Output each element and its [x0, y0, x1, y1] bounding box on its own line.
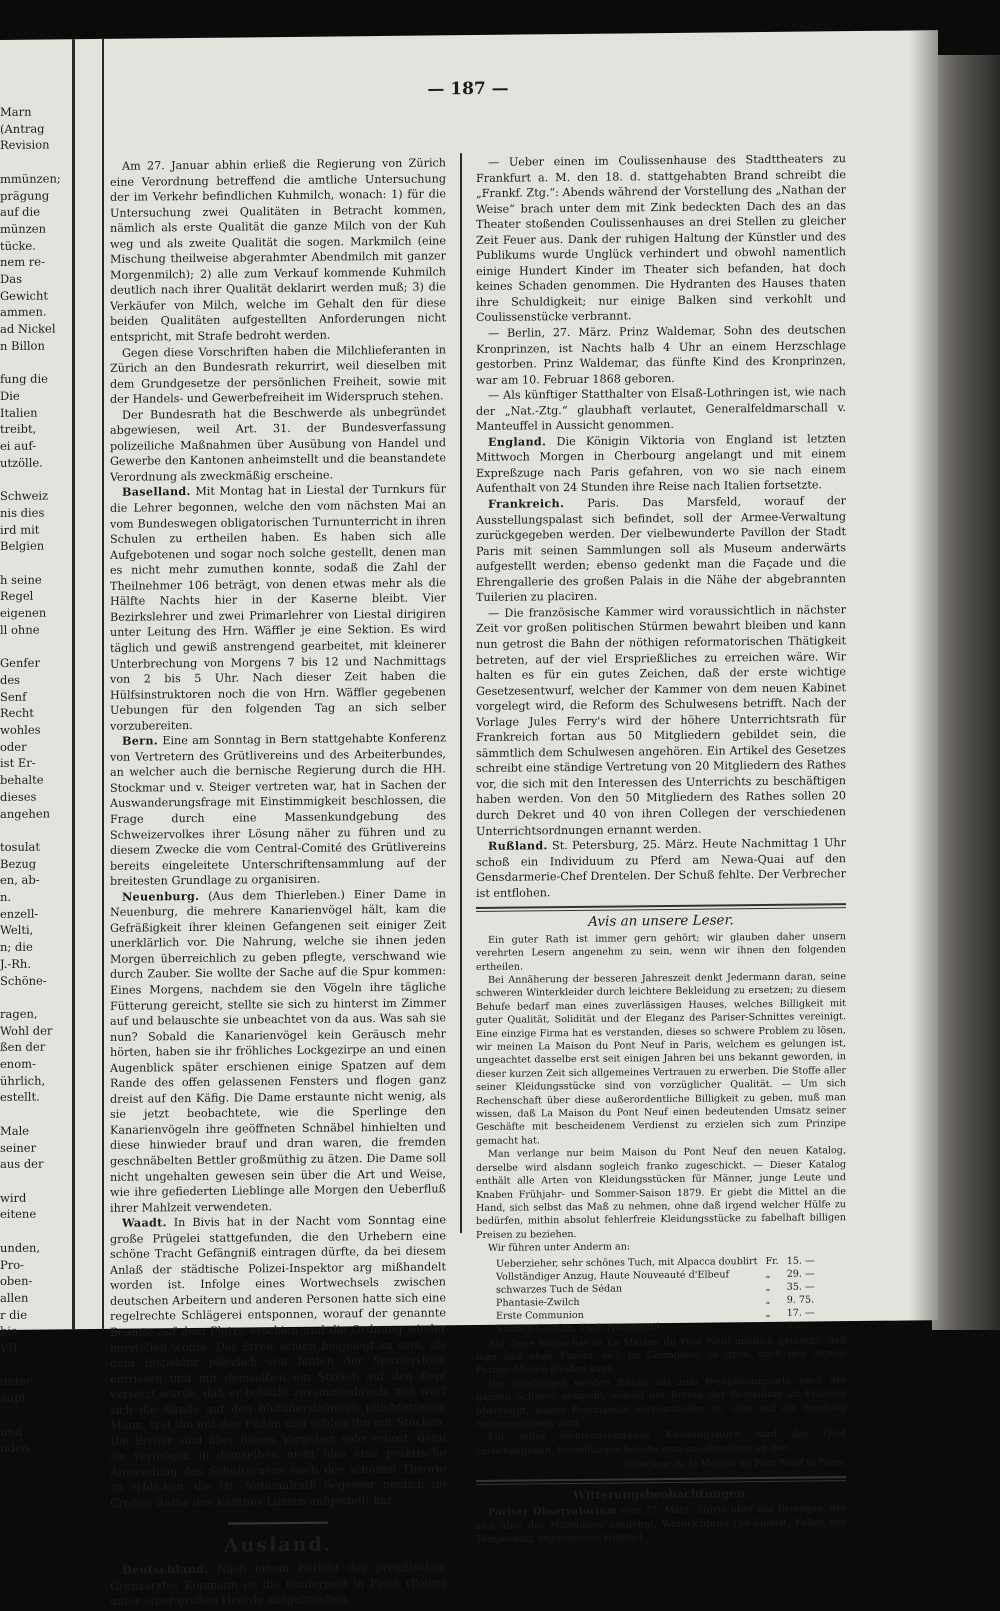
column-divider	[460, 153, 462, 1233]
left-fragment-line: Revision	[0, 137, 50, 153]
price-price: 17. —	[786, 1307, 815, 1319]
left-fragment-line	[0, 1406, 62, 1423]
price-price: 29. —	[786, 1268, 815, 1280]
left-fragment-line: Welti,	[0, 923, 34, 938]
left-fragment-line: en, ab-	[0, 872, 40, 888]
weather-source: Pariser Observatorium	[488, 1505, 618, 1519]
left-fragment-line	[0, 638, 62, 655]
article-frankreich	[476, 493, 846, 606]
left-fragment-line: utzölle.	[0, 455, 43, 470]
advert-signature: Directeur de la Maison du Pont Neuf in Paris.	[624, 1457, 846, 1471]
left-fragment-line: tücke.	[0, 238, 36, 253]
left-fragment-line: treibt,	[0, 421, 37, 437]
price-price: 35. —	[786, 1281, 815, 1293]
left-fragment-line: VII.	[0, 1340, 22, 1356]
advert-title: Avis an unsere Leser.	[588, 912, 734, 931]
price-item: Erste Communion	[496, 1309, 584, 1322]
article-frankfurt: — Ueber einen im Coulissenhause des Stadttheaters zu Frankfurt a. M. den 18. d. stattgehabten Brand schreibt die „Frankf. Ztg.“: Abends während der Vorstellung des „Nathan der Weise“ brach unter dem mit Zink bedeckten Dach des an das Theater stoßenden Coulissenhauses an drei Stellen zu gleicher Zeit Feuer aus. Dank der ruhigen Haltung der Künstler und des Publikums wurde Unglück verhindert und obwohl namentlich einige Hundert Kinder im Theater sich befanden, hat doch keines Schaden genommen. Die Hydranten des Hauses thaten ihre Schuldigkeit; nur einige Balken sind verkohlt und Coulissenstücke verbrannt.	[476, 152, 846, 325]
article-bern	[110, 731, 446, 890]
baselland-heading: Baselland.	[122, 484, 191, 500]
left-fragment-line	[0, 1356, 62, 1373]
weather-report	[476, 1502, 846, 1546]
advert-price-intro: Wir führen unter Anderm an:	[488, 1241, 631, 1255]
waadt-text: In Bivis hat in der Nacht vom Sonntag eine große Prügelei stattgefunden, die den Urhebern eine schöne Tracht Gefängniß eintragen dürfte, da bei diesem Anlaß der städtische Polizei-Inspektor arg mißhandelt worden ist. Infolge eines Wortwechsels zwischen deutschen Arbeitern und anderen Personen hatte sich eine regelrechte Schlägerei entsponnen, worauf der genannte Beamte auf dem Platze erschien und die Ordnung wieder herstellen wollte. Der Streit schien beigelegt zu sein, als dem Inspektor plötzlich von hinten der Spazierstock entrissen und mit demselben ein Streich auf den Kopf versetzt wurde, daß er betäubt zusammenbrach; nun warf sich die Bande auf den blutüberströmten pflichtetreuen Mann, trat ihn mit den Füßen und schlug ihn mit Stöcken. Die Bivifer sind über dieses Vergehen sehr erbost, denn sie vermögen in demselben nicht blos eine praktische Anwendung des Schulturnens nach der schönen Theorie zu erblicken, die Hr. Nationalrath Segesser neulich im Großen Rathe des Kantons Luzern aufgestellt hat.	[110, 1213, 446, 1510]
left-fragment-line: fung die	[0, 371, 48, 387]
left-fragment-line: Schöne-	[0, 973, 47, 988]
article-england	[476, 431, 846, 497]
left-fragment-line: nem re-	[0, 254, 45, 270]
left-fragment-line: wird	[0, 1190, 27, 1205]
left-fragment-line: nis dies	[0, 505, 45, 520]
article-russland	[476, 835, 846, 901]
weather-top-rule	[476, 1476, 846, 1485]
price-item: Vollständiger Anzug, Haute Nouveauté d'Elbeuf	[496, 1268, 730, 1283]
left-fragment-line: J.-Rh.	[0, 956, 31, 971]
advert-paragraph: Für jedes nichtconvenirende Kleidungsstück wird das Geld zurückgegeben. Bestellungen beliebe man zu adressiren an den	[476, 1428, 846, 1457]
advert-paragraph: Man verlange nur beim Maison du Pont Neuf den neuen Katalog, derselbe wird alsdann sogleich franko zugeschickt. — Dieser Katalog enthält alle Arten von Kleidungsstücken für Männer, junge Leute und Knaben Frühjahr- und Sommer-Saison 1879. Er giebt die Mittel an die Hand, sich selbst das Maß zu nehmen, ohne daß irgend welcher Hülfe zu bedürfen, mithin absolut fehlerfreie Kleidungsstücke zu fabelhaft billigen Preisen zu beziehen.	[476, 1145, 846, 1241]
left-fragment-line: r die	[0, 1307, 27, 1322]
advert-top-rule	[476, 903, 846, 912]
neuenburg-text: (Aus dem Thierleben.) Einer Dame in Neuenburg, die mehrere Kanarienvögel hält, kam die Gefräßigkeit ihrer kleinen Gefangenen seit einiger Zeit unerklärlich vor. Die Nahrung, welche sie ihnen jeden Morgen überreichlich zu geben pflegte, verschwand wie durch Zauber. Sie wollte der Sache auf die Spur kommen: Eines Morgens, nachdem sie den Vögeln ihre tägliche Fütterung gereicht, stellte sie sich zu hinterst im Zimmer auf und belauschte sie unbeachtet von da aus. Was sah sie nun? Sobald die Kanarienvögel kein Geräusch mehr hörten, haben sie ihr fröhliches Lockgezirpe an und einen Augenblick später erschienen einige Spatzen auf dem Rande des offen gelassenen Fensters und flogen ganz dreist auf den Käfig. Die Dame erstaunte nicht wenig, als sie jetzt beobachtete, wie die Sperlinge den Kanarienvögeln ihre geöffneten Schnäbel hinhielten und diese hinwieder brauf und dran waren, die fremden geschnäbelten Bettler großmüthig zu ätzen. Die Dame soll nicht ungehalten gewesen sein über die Art und Weise, wie ihre gefiederten Lieblinge alle Morgen den Ueberfluß ihrer Mahlzeit verwendeten.	[110, 887, 446, 1215]
deutschland-heading: Deutschland.	[122, 1561, 209, 1577]
left-page-fragments	[0, 103, 62, 1457]
left-fragment-line: (Antrag	[0, 121, 45, 136]
bern-heading: Bern.	[122, 733, 158, 748]
left-fragment-line	[0, 1172, 62, 1189]
article-berlin: — Berlin, 27. März. Prinz Waldemar, Sohn des deutschen Kronprinzen, ist Nachts halb 4 Uhr an einem Herzschlage gestorben. Prinz Waldemar, das fünfte Kind des Kronprinzen, war am 10. Februar 1868 geboren.	[476, 323, 846, 387]
ausland-heading: Ausland.	[223, 1533, 333, 1557]
left-fragment-line	[0, 989, 62, 1006]
left-fragment-line: angehen	[0, 806, 51, 821]
price-item: schwarzes Tuch de Sédan	[496, 1283, 623, 1296]
frankreich-text: Paris. Das Marsfeld, worauf der Ausstellungspalast sich befindet, soll der Armee-Verwaltung zurückgegeben werden. Der vielbewunderte Pavillon der Stadt Paris mit seinen Sammlungen soll als Museum anderwärts aufgestellt werden; ebenso gedenkt man die Façade und die Ehrengallerie des großen Palais in die Nähe der abgebrannten Tuilerien zu placiren.	[476, 494, 846, 605]
left-fragment-line: ammen.	[0, 304, 47, 320]
left-fragment-line: münzen	[0, 221, 46, 236]
left-fragment-line: Gewicht	[0, 288, 48, 303]
left-fragment-line: ad Nickel	[0, 321, 56, 337]
price-cur: „	[765, 1281, 771, 1293]
left-fragment-line	[0, 354, 62, 371]
right-column	[476, 151, 846, 1546]
left-fragment-line: Die	[0, 388, 20, 403]
page-number: — 187 —	[427, 78, 509, 100]
left-fragment-line	[0, 471, 62, 488]
price-cur: Fr.	[765, 1255, 779, 1267]
left-fragment-line: Belgien	[0, 538, 45, 554]
left-fragment-line: nden	[0, 1440, 29, 1456]
price-item: Knaben-Costüm, Tuch-Nouveauté	[496, 1321, 660, 1335]
left-fragment-line	[0, 1106, 62, 1123]
left-fragment-line: Marn	[0, 104, 32, 119]
advert-paragraph: Die Sendungen werden franko bis zum Bestimmungsorte nach der ganzen Schweiz gemacht, sobald der Betrag der Bestellung 25 Franken übersteigt, weder Postmandat einzuschicken ist, oder auf die Sendung nachgenommen wird.	[476, 1374, 846, 1430]
price-price: 9. 75.	[786, 1294, 815, 1306]
left-fragment-line: tosulat	[0, 839, 41, 854]
left-column	[110, 155, 446, 1609]
price-list	[492, 1254, 819, 1335]
left-fragment-line: Wohl der	[0, 1023, 53, 1038]
left-fragment-line: aus der	[0, 1156, 44, 1172]
price-cur: „	[765, 1307, 771, 1319]
advert-body	[476, 930, 846, 1474]
left-fragment-line: ird mit	[0, 522, 40, 537]
price-price: 15. —	[786, 1255, 815, 1267]
advert-paragraph: Ein guter Rath ist immer gern gehört; wir glauben daher unsern verehrten Lesern angenehm zu sein, wenn wir ihnen den folgenden ertheilen.	[476, 930, 846, 973]
left-fragment-line: Schweiz	[0, 488, 49, 504]
gutter-border	[72, 39, 75, 1329]
left-fragment-line: unter	[0, 1374, 32, 1389]
left-fragment-line: eitene	[0, 1207, 37, 1222]
left-fragment-line: Genfer	[0, 655, 40, 671]
neuenburg-heading: Neuenburg.	[122, 888, 200, 904]
section-divider	[228, 1521, 328, 1524]
newspaper-page	[0, 30, 938, 1609]
england-text: Die Königin Viktoria von England ist letzten Mittwoch Morgen in Cherbourg angelangt und mit einem Expreßzuge nach Paris gefahren, von wo sie nach einem Aufenthalt von 24 Stunden ihre Reise nach Italien fortsetzte.	[476, 431, 847, 496]
weather-heading: Witterungsbeobachtungen.	[573, 1485, 749, 1502]
left-fragment-line: ll ohne	[0, 622, 40, 637]
left-fragment-line: Regel	[0, 589, 34, 604]
article-zurich-2: Gegen diese Vorschriften haben die Milchlieferanten in Zürich an den Bundesrath rekurrirt, weil dieselben mit dem Grundgesetze der persönlichen Freiheit, sowie mit der Handels- und Gewerbefreiheit im Widerspruch stehen.	[110, 342, 446, 407]
left-fragment-line: dieses	[0, 789, 37, 804]
left-fragment-line: ßen der	[0, 1039, 46, 1055]
left-fragment-line: n; die	[0, 939, 33, 955]
waadt-heading: Waadt.	[122, 1215, 167, 1230]
price-cur: „	[765, 1294, 771, 1306]
left-fragment-line: n.	[0, 889, 12, 905]
left-fragment-line: ei auf-	[0, 438, 37, 454]
left-fragment-line: allen	[0, 1290, 29, 1305]
left-fragment-line: prägung	[0, 187, 50, 203]
left-fragment-line: enzell-	[0, 906, 39, 921]
price-item: Phantasie-Zwilch	[496, 1296, 580, 1309]
article-baselland	[110, 482, 446, 734]
advert-paragraph: Bei Annäherung der besseren Jahreszeit denkt Jedermann daran, seine schweren Winterkleider durch leichtere Bekleidung zu ersetzen; zu diesem Behufe bedarf man eines zuverlässigen Hauses, welches Billigkeit mit guter Qualität, Solidität und der Eleganz des Pariser-Schnittes vereinigt. Eine einzige Firma hat es verstanden, dieses so schwere Problem zu lösen, wir meinen La Maison du Pont Neuf in Paris, welchem es gelungen ist, ungeachtet dasselbe erst seit einigen Jahren bei uns bekannt geworden, in dieser kurzen Zeit sich allgemeines Vertrauen zu erwerben. Die Stoffe aller seiner Kleidungsstücke sind von vorzüglicher Qualität. — Um sich Rechenschaft über diese außerordentliche Billigkeit zu geben, muß man wissen, daß La Maison du Pont Neuf einen bedeutenden Umsatz seiner Geschäfte mit bescheidenem Verdienst zu erzielen sich zum Prinzipe gemacht hat.	[476, 971, 846, 1147]
left-fragment-line: ragen,	[0, 1006, 38, 1021]
russland-heading: Rußland.	[488, 838, 548, 853]
frankreich-heading: Frankreich.	[488, 496, 565, 511]
left-fragment-line: des	[0, 672, 21, 687]
left-fragment-line: wohles	[0, 722, 41, 738]
left-fragment-line: Pro-	[0, 1257, 25, 1272]
bern-text: Eine am Sonntag in Bern stattgehabte Konferenz von Vertretern des Grütlivereins und des Arbeiterbundes, an welcher auch die bernische Regierung durch die HH. Stockmar und v. Steiger vertreten war, hat in Sachen der Auswanderungsfrage mit Einstimmigkeit beschlossen, die Frage durch eine Massenkundgebung des Schweizervolkes ihrer Lösung näher zu führen und zu diesem Zwecke die vom Central-Comité des Grütlivereins bereits eingeleitete Unterschriftensammlung auf der breitesten Grundlage zu organisiren.	[110, 731, 446, 889]
left-fragment-line: bis	[0, 1324, 17, 1339]
price-row	[492, 1319, 819, 1335]
article-zurich-3: Der Bundesrath hat die Beschwerde als unbegründet abgewiesen, weil Art. 31. der Bundesverfassung polizeiliche Maßnahmen über Ausübung von Handel und Gewerbe den Kantonen anheimstellt und die beanstandete Verordnung als zweckmäßig erscheine.	[110, 405, 446, 484]
left-fragment-line: auf die	[0, 204, 41, 220]
left-fragment-line	[0, 153, 62, 170]
left-fragment-line: oder	[0, 739, 27, 754]
left-fragment-line: seiner	[0, 1140, 37, 1155]
left-fragment-line: n Billon	[0, 338, 45, 353]
left-column-border	[102, 39, 104, 1329]
left-fragment-line: oben-	[0, 1273, 33, 1289]
left-fragment-line: enom-	[0, 1056, 36, 1072]
left-fragment-line: ührlich,	[0, 1073, 46, 1088]
left-fragment-line: ist Er-	[0, 756, 36, 771]
left-fragment-line: unden,	[0, 1240, 41, 1255]
deutschland-text: Nach einem Bericht des preußischen Grenzarztes Kopmann ist die Rinderpest in Plock (Polen) unter einer großen Heerde ausgebrochen.	[110, 1560, 446, 1609]
left-fragment-line	[0, 1222, 62, 1239]
left-fragment-line: mmünzen;	[0, 171, 61, 186]
left-fragment-line: Male	[0, 1123, 30, 1138]
left-fragment-line: und	[0, 1424, 23, 1439]
price-cur: „	[765, 1320, 771, 1332]
england-heading: England.	[488, 434, 547, 449]
weather-text: vom 27. März. Sturm über der Bretagne, der sich über das Mittelmeer ausdehnt. Windrichtung Ost-Südost. Fallen der Temperatur, regnerischer Himmel.	[476, 1503, 846, 1545]
article-elsass: — Als künftiger Statthalter von Elsaß-Lothringen ist, wie nach der „Nat.-Ztg.“ glaubhaft verlautet, Generalfeldmarschall v. Manteuffel in Aussicht genommen.	[476, 385, 846, 434]
left-fragment-line: h seine	[0, 572, 42, 587]
price-cur: „	[765, 1268, 771, 1280]
left-fragment-line: Das	[0, 271, 22, 287]
article-kammer: — Die französische Kammer wird voraussichtlich in nächster Zeit vor großen politischen Stürmen bewahrt bleiben und kann nun getrost die Bahn der nöthigen reformatorischen Thätigkeit betreten, auf der viel Ersprießliches zu erreichen wäre. Wir halten es für ein gutes Zeichen, daß der erste wichtige Gesetzesentwurf, welcher der Kammer von dem neuen Kabinet vorgelegt wird, die Reform des Schulwesens betrifft. Nach der Vorlage Jules Ferry's wird der höhere Unterrichtsrath für Frankreich fortan aus 50 Mitgliedern gebildet sein, die sämmtlich dem Schulwesen angehören. Ein Artikel des Gesetzes schreibt eine ständige Vertretung von 20 Mitgliedern des Rathes vor, die sich mit den Interessen des Unterrichts zu beschäftigen haben werden. Von den 50 Mitgliedern des Rathes sollen 20 durch Dekret und 40 von ihren Collegen der verschiedenen Unterrichtsordnungen ernannt werden.	[476, 602, 846, 838]
page-edge	[932, 55, 1000, 1330]
baselland-text: Mit Montag hat in Liestal der Turnkurs für die Lehrer begonnen, welche den vom nächsten Mai an vom Bundeswegen obligatorischen Turnunterricht in ihren Schulen zu ertheilen haben. Es haben sich alle Aufgebotenen und sogar noch solche gestellt, denen man es nicht mehr zumuthen konnte, sodaß die Zahl der Theilnehmer 106 beträgt, von denen etwas mehr als die Hälfte Nachts hier in der Kaserne bleibt. Vier Bezirkslehrer und zwei Primarlehrer von Liestal dirigiren unter Leitung des Hrn. Wäffler je eine Sektion. Es wird täglich und gewiß anstrengend gearbeitet, mit kleinerer Unterbrechung von Morgens 7 bis 12 und Nachmittags von 2 bis 5 Uhr. Nach dieser Zeit haben die Hülfsinstruktoren noch die von Hrn. Wäffler gegebenen Uebungen für den folgenden Tag an sich selber vorzubereiten.	[110, 482, 446, 733]
article-neuenburg	[110, 886, 446, 1216]
article-zurich: Am 27. Januar abhin erließ die Regierung von Zürich eine Verordnung betreffend die amtliche Untersuchung der im Verkehr befindlichen Kuhmilch, wonach: 1) für die Untersuchung zwei Qualitäten in Betracht kommen, nämlich als erste Qualität die ganze Milch von der Kuh weg und als zweite Qualität die sogen. Markmilch (eine Mischung theilweise abgerahmter Abendmilch mit ganzer Morgenmilch); 2) alle zum Verkauf kommende Kuhmilch deutlich nach ihrer Qualität deklarirt werden muß; 3) die Verkäufer von Milch, welche im Gehalt den für diese beiden Qualitäten aufgestellten Anforderungen nicht entspricht, mit Strafe bedroht werden.	[110, 156, 446, 344]
left-fragment-line: Bezug	[0, 856, 37, 871]
price-price: 5. —	[786, 1320, 809, 1332]
left-fragment-line: Recht	[0, 705, 34, 721]
left-fragment-line	[0, 822, 62, 839]
left-fragment-line: Senf	[0, 689, 27, 704]
advert-paragraph: Auf diese Weise hat es La Maison du Pont Neuf möglich gemacht, daß man sich ohne Furcht, sich im Geringsten zu irren, nach den letzten Pariser-Moden kleiden kann.	[476, 1334, 846, 1377]
left-fragment-line: estellt.	[0, 1090, 40, 1105]
left-fragment-line: behalte	[0, 772, 44, 788]
price-item: Ueberzieher, sehr schönes Tuch, mit Alpacca doublirt	[496, 1255, 758, 1270]
left-fragment-line: Italien	[0, 405, 38, 420]
article-waadt	[110, 1213, 446, 1512]
left-fragment-line	[0, 554, 62, 571]
russland-text: St. Petersburg, 25. März. Heute Nachmittag 1 Uhr schoß ein Individuum zu Pferd am Newa-Quai auf den Gensdarmerie-Chef Drentelen. Der Schuß fehlte. Der Verbrecher ist entflohen.	[476, 836, 846, 900]
left-fragment-line: aupt-	[0, 1390, 31, 1406]
article-deutschland	[110, 1559, 446, 1609]
left-fragment-line: eigenen	[0, 605, 47, 621]
